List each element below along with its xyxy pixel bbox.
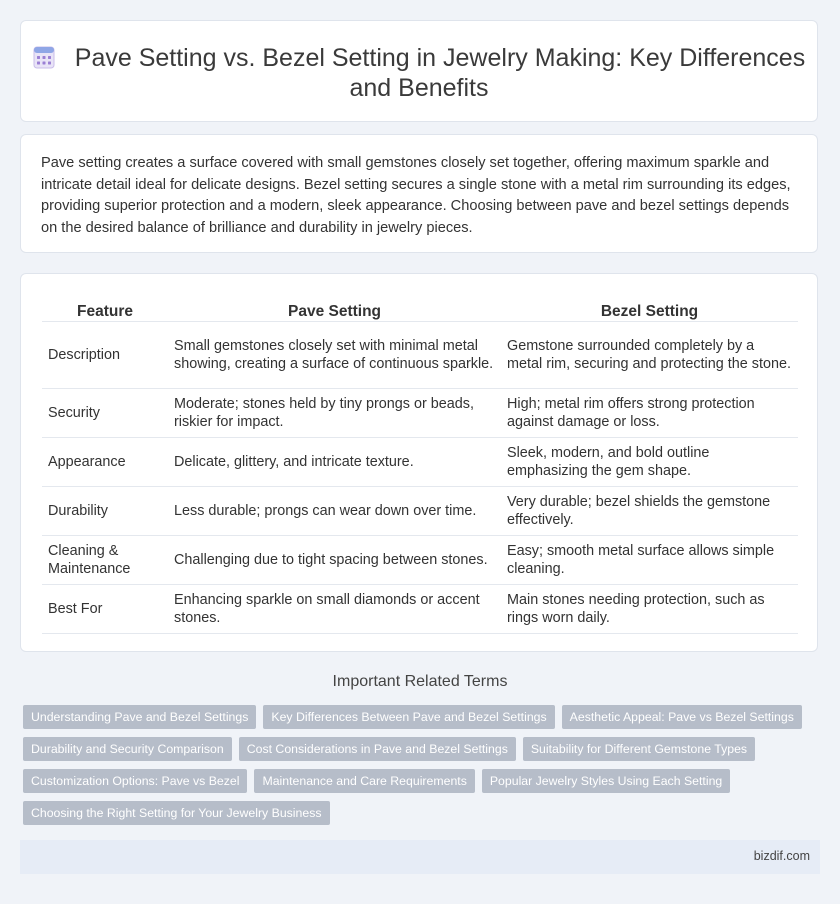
calendar-grid-icon	[33, 45, 55, 69]
related-term-tag[interactable]: Understanding Pave and Bezel Settings	[23, 705, 256, 729]
related-term-tag[interactable]: Suitability for Different Gemstone Types	[523, 737, 755, 761]
table-cell: High; metal rim offers strong protection against damage or loss.	[501, 389, 798, 438]
related-terms-list	[23, 705, 813, 833]
related-term-tag[interactable]: Customization Options: Pave vs Bezel	[23, 769, 247, 793]
related-term-tag[interactable]: Popular Jewelry Styles Using Each Setting	[482, 769, 730, 793]
table-cell: Less durable; prongs can wear down over time.	[168, 487, 501, 536]
related-terms-heading: Important Related Terms	[332, 673, 508, 690]
table-cell: Moderate; stones held by tiny prongs or beads, riskier for impact.	[168, 389, 501, 438]
table-cell: Small gemstones closely set with minimal metal showing, creating a surface of continuous sparkle.	[168, 322, 501, 389]
intro-card	[20, 134, 818, 253]
table-row	[42, 585, 798, 634]
table-cell: Appearance	[42, 438, 168, 487]
table-row	[42, 389, 798, 438]
related-term-tag[interactable]: Durability and Security Comparison	[23, 737, 232, 761]
table-cell: Main stones needing protection, such as rings worn daily.	[501, 585, 798, 634]
related-term-tag[interactable]: Maintenance and Care Requirements	[254, 769, 474, 793]
table-cell: Security	[42, 389, 168, 438]
table-cell: Sleek, modern, and bold outline emphasizing the gem shape.	[501, 438, 798, 487]
title-line-1: Pave Setting vs. Bezel Setting in Jewelry Making: Key Differences	[74, 44, 806, 72]
title-line-2: and Benefits	[349, 74, 489, 102]
table-cell: Challenging due to tight spacing between stones.	[168, 536, 501, 585]
intro-paragraph: Pave setting creates a surface covered with small gemstones closely set together, offering maximum sparkle and intricate detail ideal for delicate designs. Bezel setting secures a single stone with a metal rim surrounding its edges, providing superior protection and a modern, sleek appearance. Choosing between pave and bezel settings depends on the desired balance of brilliance and durability in jewelry pieces.	[41, 155, 791, 236]
table-cell: Enhancing sparkle on small diamonds or accent stones.	[168, 585, 501, 634]
comparison-card	[20, 273, 818, 652]
table-row	[42, 322, 798, 389]
header-bezel: Bezel Setting	[501, 294, 798, 322]
comparison-table	[42, 294, 798, 634]
table-row	[42, 536, 798, 585]
table-header-row	[42, 294, 798, 322]
header-feature: Feature	[42, 294, 168, 322]
header-pave: Pave Setting	[168, 294, 501, 322]
related-term-tag[interactable]: Key Differences Between Pave and Bezel Settings	[263, 705, 554, 729]
table-cell: Best For	[42, 585, 168, 634]
page-title	[21, 43, 817, 103]
table-cell: Gemstone surrounded completely by a metal rim, securing and protecting the stone.	[501, 322, 798, 389]
footer-bar	[20, 840, 820, 874]
table-cell: Very durable; bezel shields the gemstone effectively.	[501, 487, 798, 536]
related-term-tag[interactable]: Aesthetic Appeal: Pave vs Bezel Settings	[562, 705, 802, 729]
table-row	[42, 438, 798, 487]
related-term-tag[interactable]: Cost Considerations in Pave and Bezel Settings	[239, 737, 516, 761]
footer-site-link[interactable]: bizdif.com	[753, 849, 810, 863]
related-term-tag[interactable]: Choosing the Right Setting for Your Jewelry Business	[23, 801, 330, 825]
table-cell: Description	[42, 322, 168, 389]
table-cell: Cleaning & Maintenance	[42, 536, 168, 585]
header-card	[20, 20, 818, 122]
table-cell: Delicate, glittery, and intricate texture.	[168, 438, 501, 487]
table-cell: Durability	[42, 487, 168, 536]
table-row	[42, 487, 798, 536]
table-cell: Easy; smooth metal surface allows simple cleaning.	[501, 536, 798, 585]
